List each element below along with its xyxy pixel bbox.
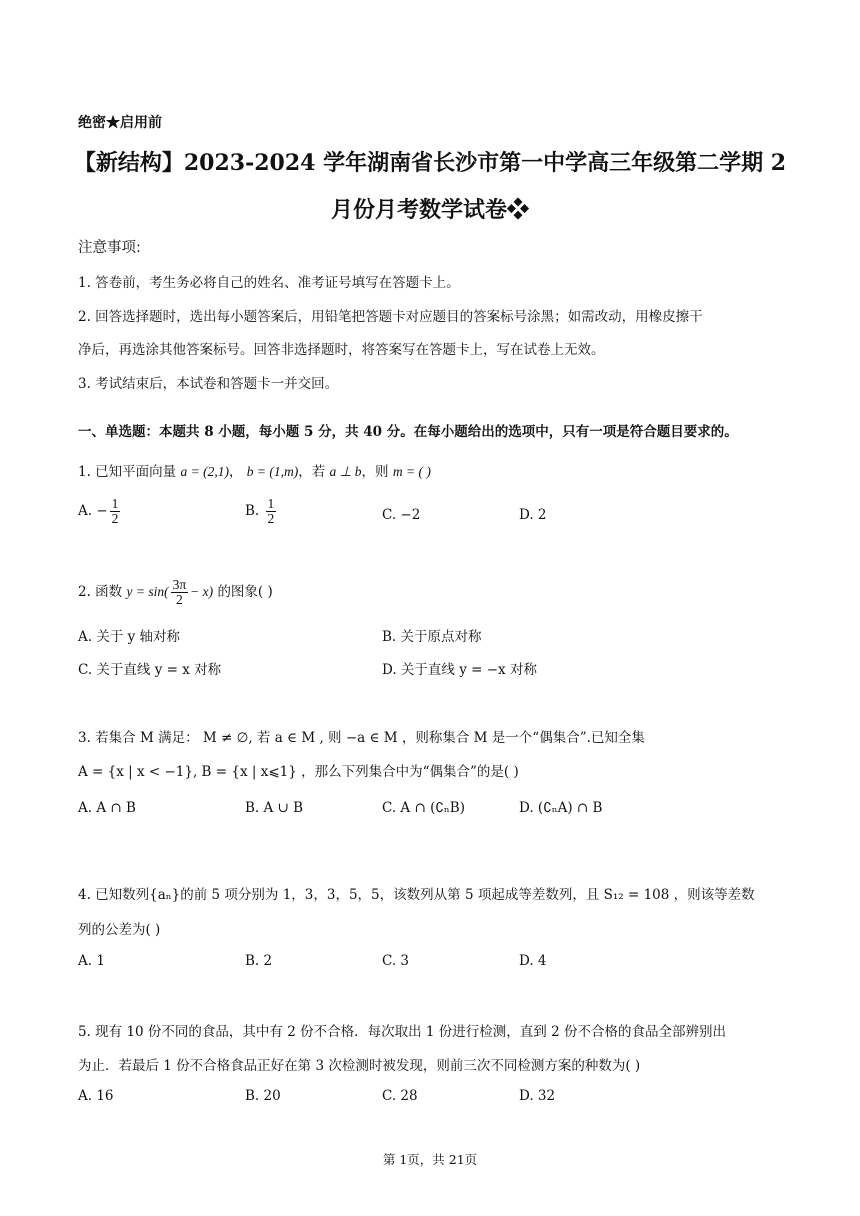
notice-heading: 注意事项: <box>78 240 141 256</box>
notice-item-2-cont: 净后，再选涂其他答案标号。回答非选择题时，将答案写在答题卡上，写在试卷上无效。 <box>78 342 605 358</box>
q3-option-a: A. A ∩ B <box>78 800 136 816</box>
q1-option-b-fraction <box>266 497 277 526</box>
q2-option-a: A. 关于 y 轴对称 <box>78 629 181 645</box>
q1-text-a: 1. 已知平面向量 <box>78 464 177 480</box>
q5-option-a: A. 16 <box>78 1088 114 1104</box>
notice-item-1: 1. 答卷前，考生务必将自己的姓名、准考证号填写在答题卡上。 <box>78 275 460 291</box>
q2-option-c: C. 关于直线 y = x 对称 <box>78 662 222 678</box>
secret-label: 绝密★启用前 <box>78 115 162 131</box>
question-4-stem-line2: 列的公差为( ) <box>78 922 161 938</box>
q3-option-c: C. A ∩ (∁ₙB) <box>382 800 465 816</box>
question-5-stem-line1: 5. 现有 10 份不同的食品，其中有 2 份不合格．每次取出 1 份进行检测，直到 2 份不合格的食品全部辨别出 <box>78 1024 726 1040</box>
q1-option-a-den: 2 <box>111 511 119 527</box>
q2-fraction <box>171 578 189 607</box>
q1-perp: a ⊥ b <box>329 464 362 479</box>
q3-option-b: B. A ∪ B <box>245 800 304 816</box>
q2-frac-num: 3π <box>172 577 187 592</box>
q5-option-c: C. 28 <box>382 1088 418 1104</box>
q1-text-b: ，若 <box>298 464 326 480</box>
q1-option-d: D. 2 <box>519 507 547 523</box>
q4-option-b: B. 2 <box>245 953 273 969</box>
q1-option-b <box>245 497 278 526</box>
q2-expr-pre: y = sin( <box>126 584 169 600</box>
section-heading: 一、单选题：本题共 8 小题，每小题 5 分，共 40 分。在每小题给出的选项中，只有一项是符合题目要求的。 <box>78 424 738 440</box>
q1-option-b-den: 2 <box>267 511 275 527</box>
q2-frac-den: 2 <box>175 592 183 608</box>
q1-m-eq: m = ( ) <box>392 464 431 479</box>
q4-option-c: C. 3 <box>382 953 410 969</box>
question-1-stem <box>78 460 431 480</box>
q2-option-b: B. 关于原点对称 <box>382 629 482 645</box>
q2-expr-post: − x) <box>190 584 214 600</box>
q1-option-b-label: B. <box>245 503 260 520</box>
q4-option-d: D. 4 <box>519 953 547 969</box>
q2-text-a: 2. 函数 <box>78 584 123 601</box>
question-5-stem-line2: 为止．若最后 1 份不合格食品正好在第 3 次检测时被发现，则前三次不同检测方案的种数为( ) <box>78 1058 641 1074</box>
notice-item-2: 2. 回答选择题时，选出每小题答案后，用铅笔把答题卡对应题目的答案标号涂黑；如需改动，用橡皮擦干 <box>78 309 703 325</box>
q1-vector-a: a = (2,1) <box>180 464 229 479</box>
q4-option-a: A. 1 <box>78 953 105 969</box>
q1-option-b-num: 1 <box>267 496 275 511</box>
q2-text-b: 的图象( ) <box>217 584 273 601</box>
page-title-line2: 月份月考数学试卷❖ <box>330 197 529 223</box>
q1-text-c: ，则 <box>361 464 389 480</box>
q1-option-a <box>78 497 122 526</box>
q1-option-a-label: A. <box>78 503 93 520</box>
q2-option-d: D. 关于直线 y = −x 对称 <box>382 662 537 678</box>
notice-item-3: 3. 考试结束后，本试卷和答题卡一并交回。 <box>78 376 339 392</box>
q1-option-c: C. −2 <box>382 507 421 523</box>
question-3-stem-line2: A = {x | x < −1}, B = {x | x⩽1} ，那么下列集合中为“偶集合”的是( ) <box>78 764 519 780</box>
question-2-stem <box>78 578 273 607</box>
question-3-stem-line1: 3. 若集合 M 满足： M ≠ ∅, 若 a ∈ M , 则 −a ∈ M ，则称集合 M 是一个“偶集合”.已知全集 <box>78 730 645 746</box>
q5-option-b: B. 20 <box>245 1088 281 1104</box>
question-4-stem-line1: 4. 已知数列{aₙ}的前 5 项分别为 1，3，3，5，5，该数列从第 5 项起成等差数列，且 S₁₂ = 108 ，则该等差数 <box>78 887 755 903</box>
q3-option-d: D. (∁ₙA) ∩ B <box>519 800 603 816</box>
q1-vector-b: b = (1,m) <box>246 464 299 479</box>
page-title-line1: 【新结构】2023-2024 学年湖南省长沙市第一中学高三年级第二学期 2 <box>73 150 787 176</box>
q1-option-a-sign: − <box>96 503 108 520</box>
q1-sep: ， <box>228 464 243 480</box>
q5-option-d: D. 32 <box>519 1088 556 1104</box>
q1-option-a-fraction <box>110 497 121 526</box>
page-footer: 第 1页，共 21页 <box>382 1152 478 1167</box>
q1-option-a-num: 1 <box>111 496 119 511</box>
